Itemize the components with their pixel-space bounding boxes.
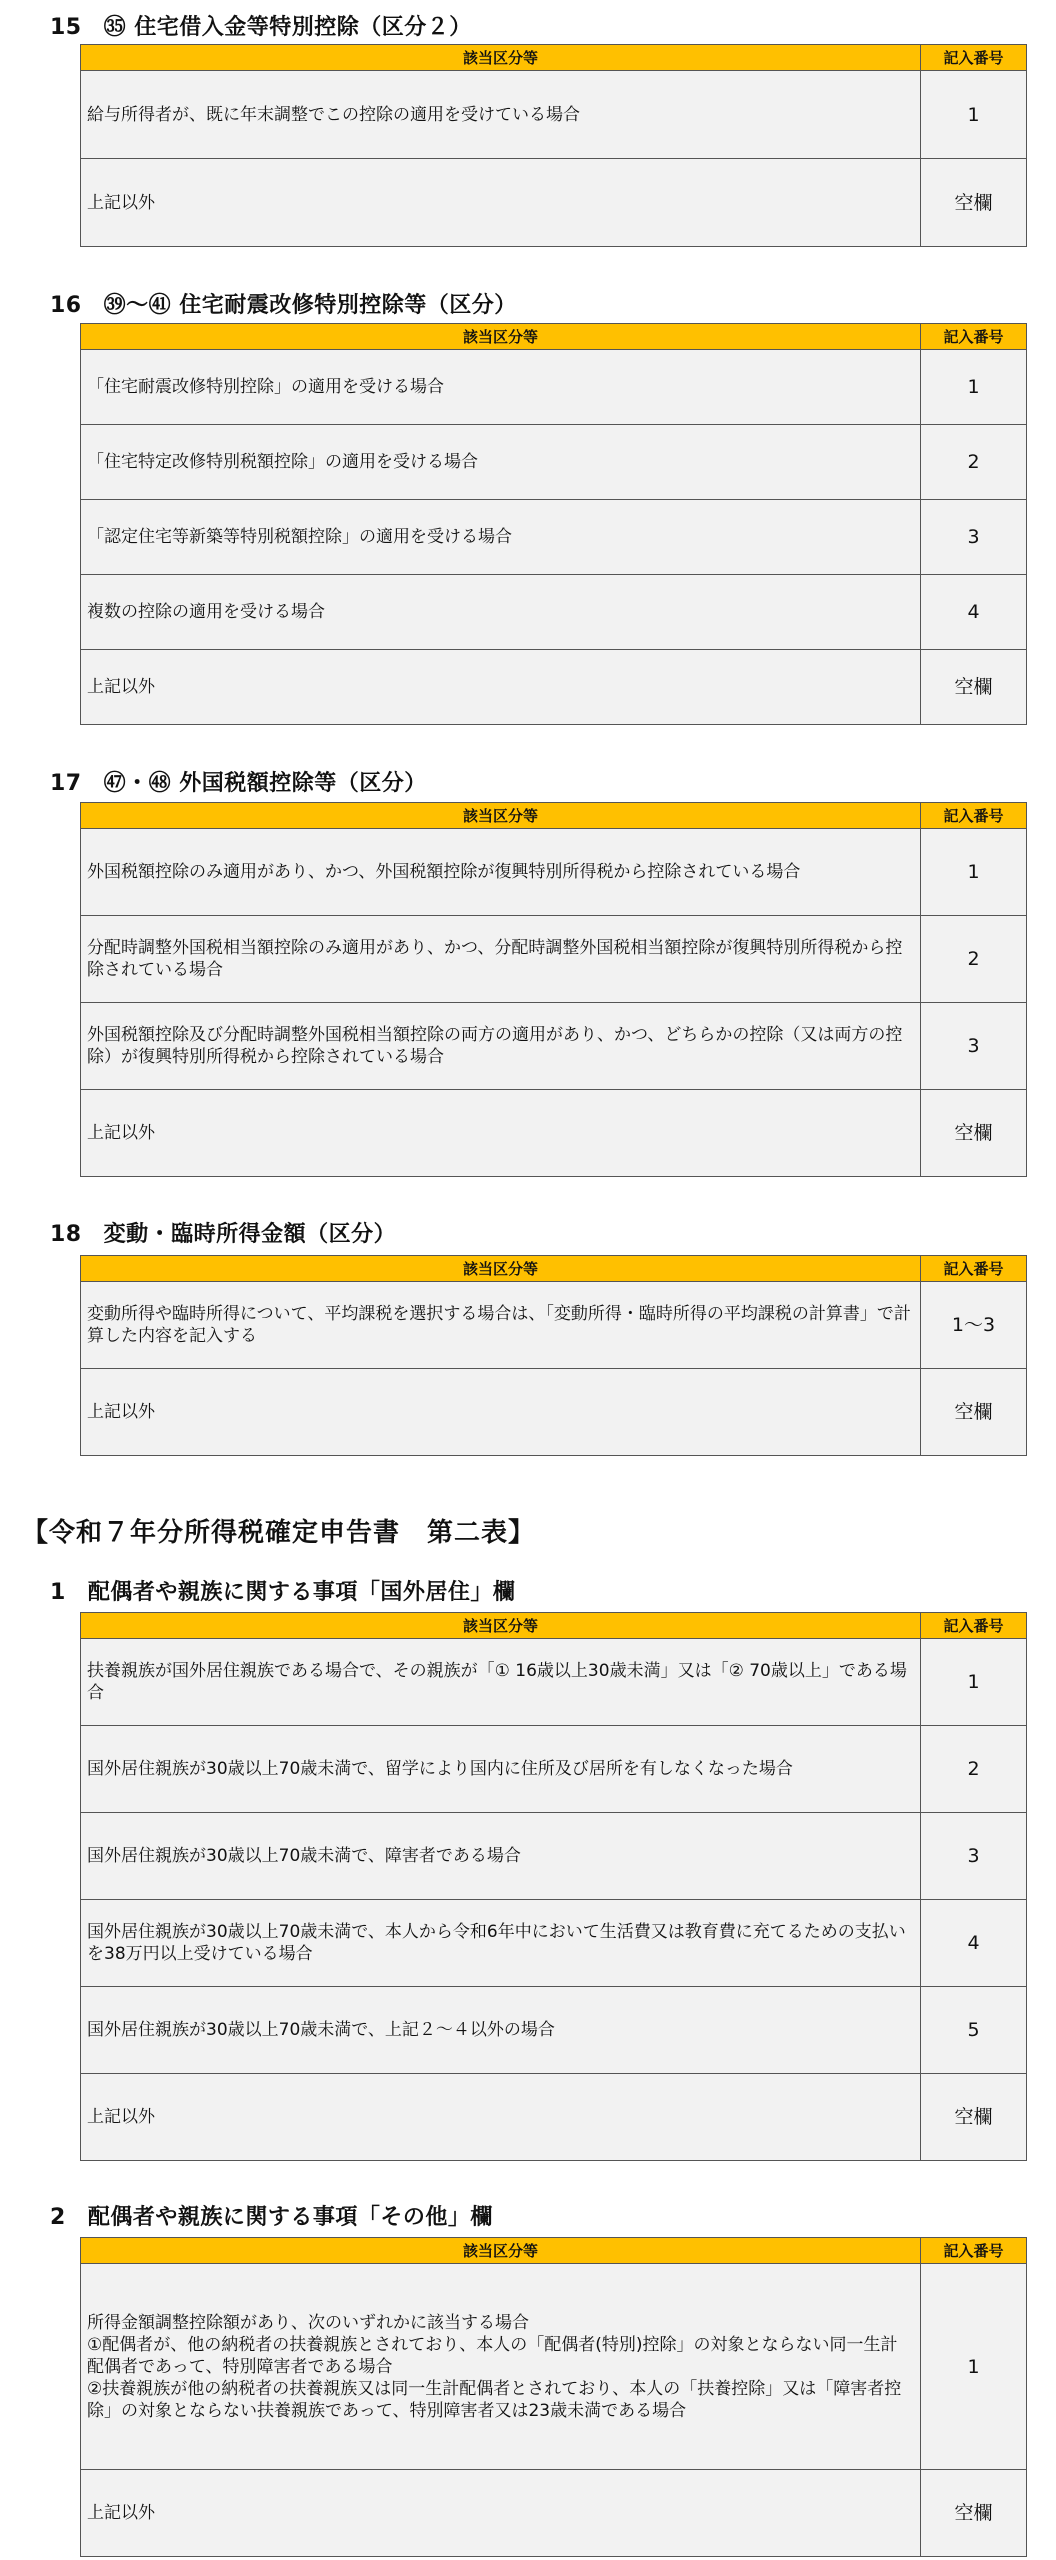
section-heading: ㉟ 住宅借入金等特別控除（区分２） <box>103 15 472 40</box>
table-row <box>81 1003 1027 1090</box>
header-code: 記入番号 <box>921 324 1027 350</box>
page-title: 【令和７年分所得税確定申告書 第二表】 <box>22 1518 536 1548</box>
row-desc: 上記以外 <box>81 1369 921 1456</box>
row-desc: 上記以外 <box>81 1090 921 1177</box>
row-code: 2 <box>921 916 1027 1003</box>
table-row <box>81 425 1027 500</box>
row-desc: 上記以外 <box>81 2470 921 2557</box>
row-desc: 「認定住宅等新築等特別税額控除」の適用を受ける場合 <box>81 500 921 575</box>
code-table <box>80 802 1027 1177</box>
section-title <box>50 288 517 319</box>
row-code: 3 <box>921 1003 1027 1090</box>
row-code: 1～3 <box>921 1282 1027 1369</box>
table-header-row <box>81 45 1027 71</box>
row-code: 4 <box>921 1900 1027 1987</box>
row-desc: 分配時調整外国税相当額控除のみ適用があり、かつ、分配時調整外国税相当額控除が復興特別所得税から控除されている場合 <box>81 916 921 1003</box>
table-row <box>81 1090 1027 1177</box>
row-code: 1 <box>921 829 1027 916</box>
table-row <box>81 350 1027 425</box>
section-number: 16 <box>50 293 82 318</box>
row-code: 空欄 <box>921 1369 1027 1456</box>
row-code: 1 <box>921 71 1027 159</box>
section-heading: ㊼・㊽ 外国税額控除等（区分） <box>103 771 427 796</box>
table-row <box>81 159 1027 247</box>
row-desc: 「住宅耐震改修特別控除」の適用を受ける場合 <box>81 350 921 425</box>
row-desc: 国外居住親族が30歳以上70歳未満で、障害者である場合 <box>81 1813 921 1900</box>
header-desc: 該当区分等 <box>81 1613 921 1639</box>
header-desc: 該当区分等 <box>81 45 921 71</box>
row-desc: 扶養親族が国外居住親族である場合で、その親族が「① 16歳以上30歳未満」又は「② 70歳以上」である場合 <box>81 1639 921 1726</box>
table-row <box>81 575 1027 650</box>
code-table <box>80 1255 1027 1456</box>
table-header-row <box>81 1613 1027 1639</box>
section-number: 18 <box>50 1222 82 1247</box>
section-title <box>50 1575 515 1606</box>
section-heading: 変動・臨時所得金額（区分） <box>103 1222 397 1247</box>
header-code: 記入番号 <box>921 45 1027 71</box>
section-heading: ㊴～㊶ 住宅耐震改修特別控除等（区分） <box>103 293 517 318</box>
table-row <box>81 2470 1027 2557</box>
header-desc: 該当区分等 <box>81 803 921 829</box>
table-row <box>81 1369 1027 1456</box>
row-code: 1 <box>921 2264 1027 2470</box>
table-row <box>81 2074 1027 2161</box>
section-title <box>50 766 427 797</box>
row-desc: 上記以外 <box>81 159 921 247</box>
section-number: 15 <box>50 15 82 40</box>
table-row <box>81 2264 1027 2470</box>
table-row <box>81 916 1027 1003</box>
row-code: 3 <box>921 1813 1027 1900</box>
row-desc: 外国税額控除のみ適用があり、かつ、外国税額控除が復興特別所得税から控除されている場合 <box>81 829 921 916</box>
header-code: 記入番号 <box>921 1256 1027 1282</box>
row-desc: 複数の控除の適用を受ける場合 <box>81 575 921 650</box>
code-table <box>80 323 1027 725</box>
section-number: 17 <box>50 771 82 796</box>
table-row <box>81 1639 1027 1726</box>
table-row <box>81 1813 1027 1900</box>
row-desc: 上記以外 <box>81 2074 921 2161</box>
row-code: 空欄 <box>921 159 1027 247</box>
row-desc: 国外居住親族が30歳以上70歳未満で、留学により国内に住所及び居所を有しなくなった場合 <box>81 1726 921 1813</box>
section-title <box>50 2200 493 2231</box>
row-code: 空欄 <box>921 2074 1027 2161</box>
code-table <box>80 44 1027 247</box>
table-row <box>81 1987 1027 2074</box>
row-desc: 国外居住親族が30歳以上70歳未満で、上記２～４以外の場合 <box>81 1987 921 2074</box>
table-row <box>81 650 1027 725</box>
section-title <box>50 1217 396 1248</box>
row-desc: 上記以外 <box>81 650 921 725</box>
table-row <box>81 829 1027 916</box>
table-row <box>81 500 1027 575</box>
row-desc: 給与所得者が、既に年末調整でこの控除の適用を受けている場合 <box>81 71 921 159</box>
table-row <box>81 1900 1027 1987</box>
row-code: 1 <box>921 350 1027 425</box>
table-header-row <box>81 803 1027 829</box>
header-code: 記入番号 <box>921 803 1027 829</box>
header-code: 記入番号 <box>921 2238 1027 2264</box>
code-table <box>80 1612 1027 2161</box>
row-code: 1 <box>921 1639 1027 1726</box>
table-header-row <box>81 2238 1027 2264</box>
row-code: 空欄 <box>921 2470 1027 2557</box>
code-table <box>80 2237 1027 2557</box>
row-desc: 変動所得や臨時所得について、平均課税を選択する場合は、「変動所得・臨時所得の平均課税の計算書」で計算した内容を記入する <box>81 1282 921 1369</box>
table-header-row <box>81 1256 1027 1282</box>
row-code: 空欄 <box>921 650 1027 725</box>
row-code: 2 <box>921 425 1027 500</box>
section-heading: 配偶者や親族に関する事項「その他」欄 <box>87 2205 493 2230</box>
header-desc: 該当区分等 <box>81 2238 921 2264</box>
section-heading: 配偶者や親族に関する事項「国外居住」欄 <box>87 1580 516 1605</box>
row-code: 3 <box>921 500 1027 575</box>
table-row <box>81 1282 1027 1369</box>
row-code: 空欄 <box>921 1090 1027 1177</box>
row-desc: 所得金額調整控除額があり、次のいずれかに該当する場合 ①配偶者が、他の納税者の扶養親族とされており、本人の「配偶者(特別)控除」の対象とならない同一生計配偶者であって、特別障害者である場合 ②扶養親族が他の納税者の扶養親族又は同一生計配偶者とされており、本人の「扶養控除」又は「障害者控除」の対象とならない扶養親族であって、特別障害者又は23歳未満である場合 <box>81 2264 921 2470</box>
section-number: 2 <box>50 2205 66 2230</box>
row-desc: 外国税額控除及び分配時調整外国税相当額控除の両方の適用があり、かつ、どちらかの控除（又は両方の控除）が復興特別所得税から控除されている場合 <box>81 1003 921 1090</box>
table-row <box>81 71 1027 159</box>
row-desc: 国外居住親族が30歳以上70歳未満で、本人から令和6年中において生活費又は教育費に充てるための支払いを38万円以上受けている場合 <box>81 1900 921 1987</box>
row-code: 2 <box>921 1726 1027 1813</box>
table-header-row <box>81 324 1027 350</box>
header-desc: 該当区分等 <box>81 1256 921 1282</box>
section-number: 1 <box>50 1580 66 1605</box>
row-code: 4 <box>921 575 1027 650</box>
section-title <box>50 10 472 41</box>
header-code: 記入番号 <box>921 1613 1027 1639</box>
table-row <box>81 1726 1027 1813</box>
header-desc: 該当区分等 <box>81 324 921 350</box>
row-code: 5 <box>921 1987 1027 2074</box>
row-desc: 「住宅特定改修特別税額控除」の適用を受ける場合 <box>81 425 921 500</box>
